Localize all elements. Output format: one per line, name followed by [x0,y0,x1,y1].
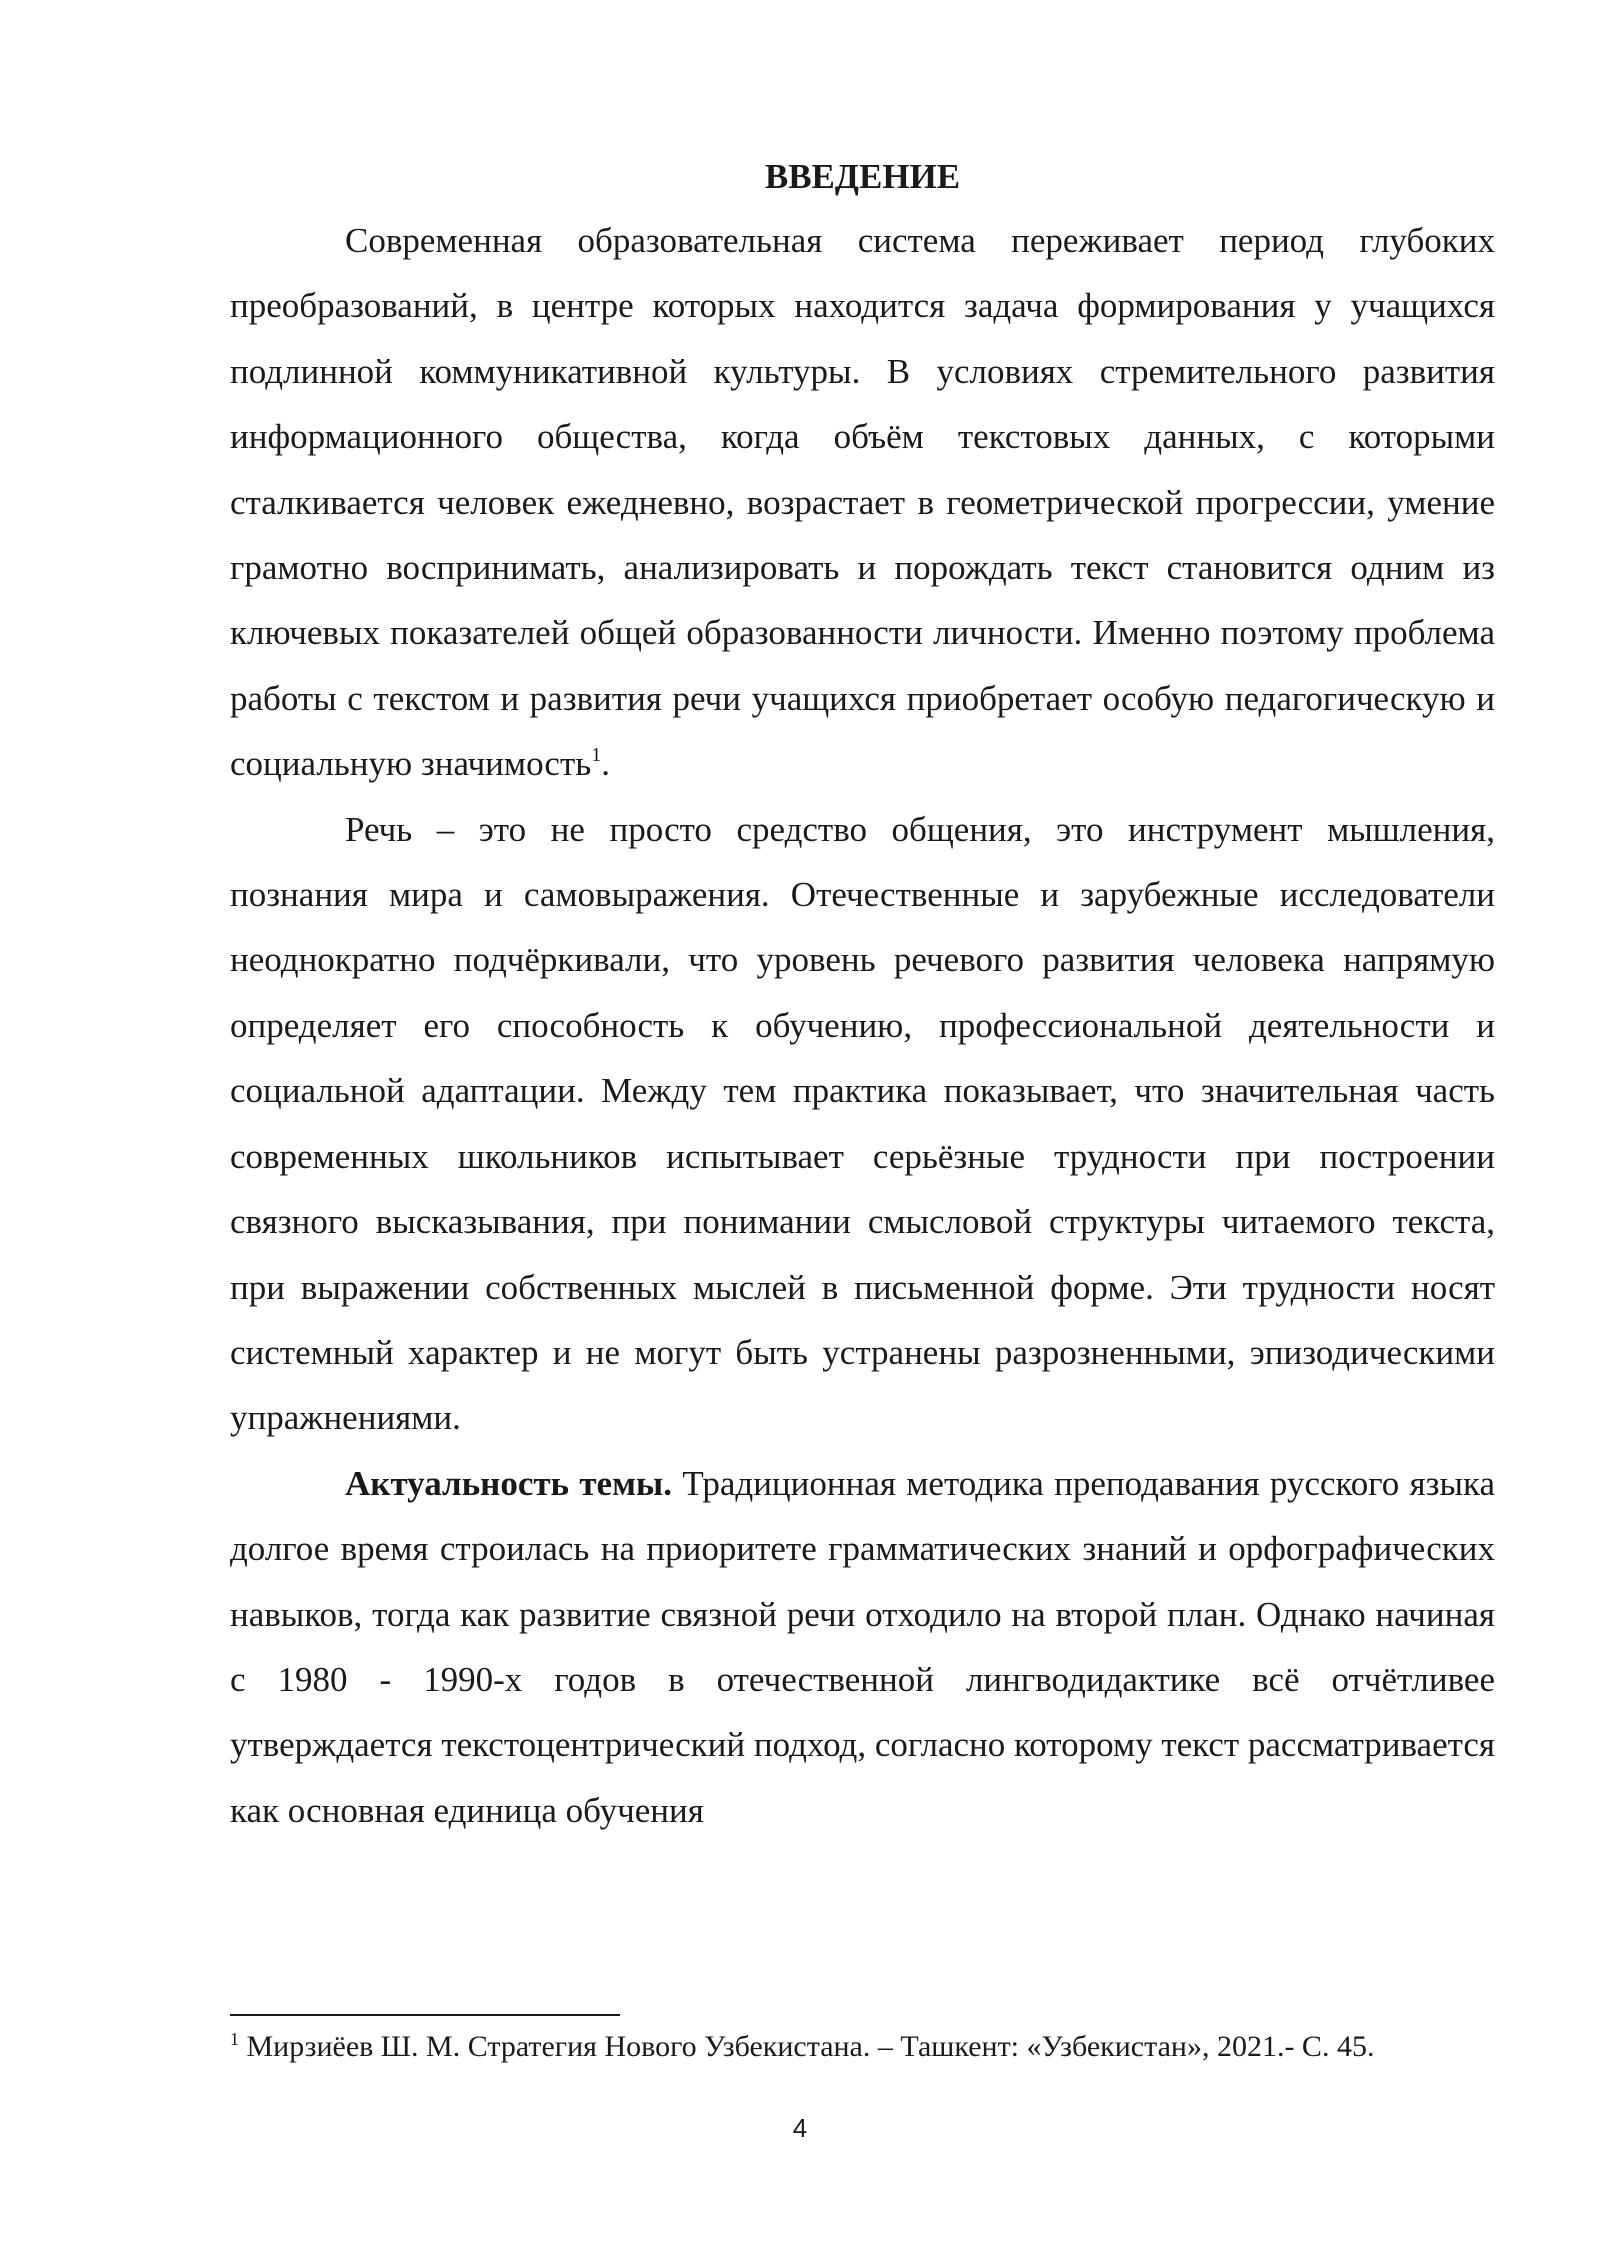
footnote-reference[interactable]: 1 [591,743,602,766]
relevance-lead: Актуальность темы. [345,1463,673,1503]
footnote-separator [230,2014,620,2016]
page-number: 4 [792,2113,808,2143]
paragraph-relevance [230,1451,1495,1843]
paragraph-intro-tail: . [601,744,610,784]
paragraph-intro [230,208,1495,797]
footnote [230,2027,1495,2067]
relevance-text: Традиционная методика преподавания русского языка долгое время строилась на приоритете грамматических знаний и орфографических навыков, тогда как развитие связной речи отходило на второй план. Однако начиная с 1980 - 1990-х годов в отечественной лингводидактике всё отчётливее утверждается текстоцентрический подход, согласно которому текст рассматривается как основная единица обучения [230,1463,1495,1830]
footnote-text: Мирзиёев Ш. М. Стратегия Нового Узбекистана. – Ташкент: «Узбекистан», 2021.- С. 45. [239,2030,1375,2063]
section-heading: ВВЕДЕНИЕ [764,157,961,196]
footnote-marker: 1 [230,2029,239,2049]
paragraph-intro-text: Современная образовательная система переживает период глубоких преобразований, в центре которых находится задача формирования у учащихся подлинной коммуникативной культуры. В условиях стремительного развития информационного общества, когда объём текстовых данных, с которыми сталкивается человек ежедневно, возрастает в геометрической прогрессии, умение грамотно воспринимать, анализировать и порождать текст становится одним из ключевых показателей общей образованности личности. Именно поэтому проблема работы с текстом и развития речи учащихся приобретает особую педагогическую и социальную значимость [230,221,1495,784]
paragraph-speech: Речь – это не просто средство общения, это инструмент мышления, познания мира и самовыражения. Отечественные и зарубежные исследователи неоднократно подчёркивали, что уровень речевого развития человека напрямую определяет его способность к обучению, профессиональной деятельности и социальной адаптации. Между тем практика показывает, что значительная часть современных школьников испытывает серьёзные трудности при построении связного высказывания, при понимании смысловой структуры читаемого текста, при выражении собственных мыслей в письменной форме. Эти трудности носят системный характер и не могут быть устранены разрозненными, эпизодическими упражнениями. [230,809,1495,1438]
page-body [230,150,1495,1843]
